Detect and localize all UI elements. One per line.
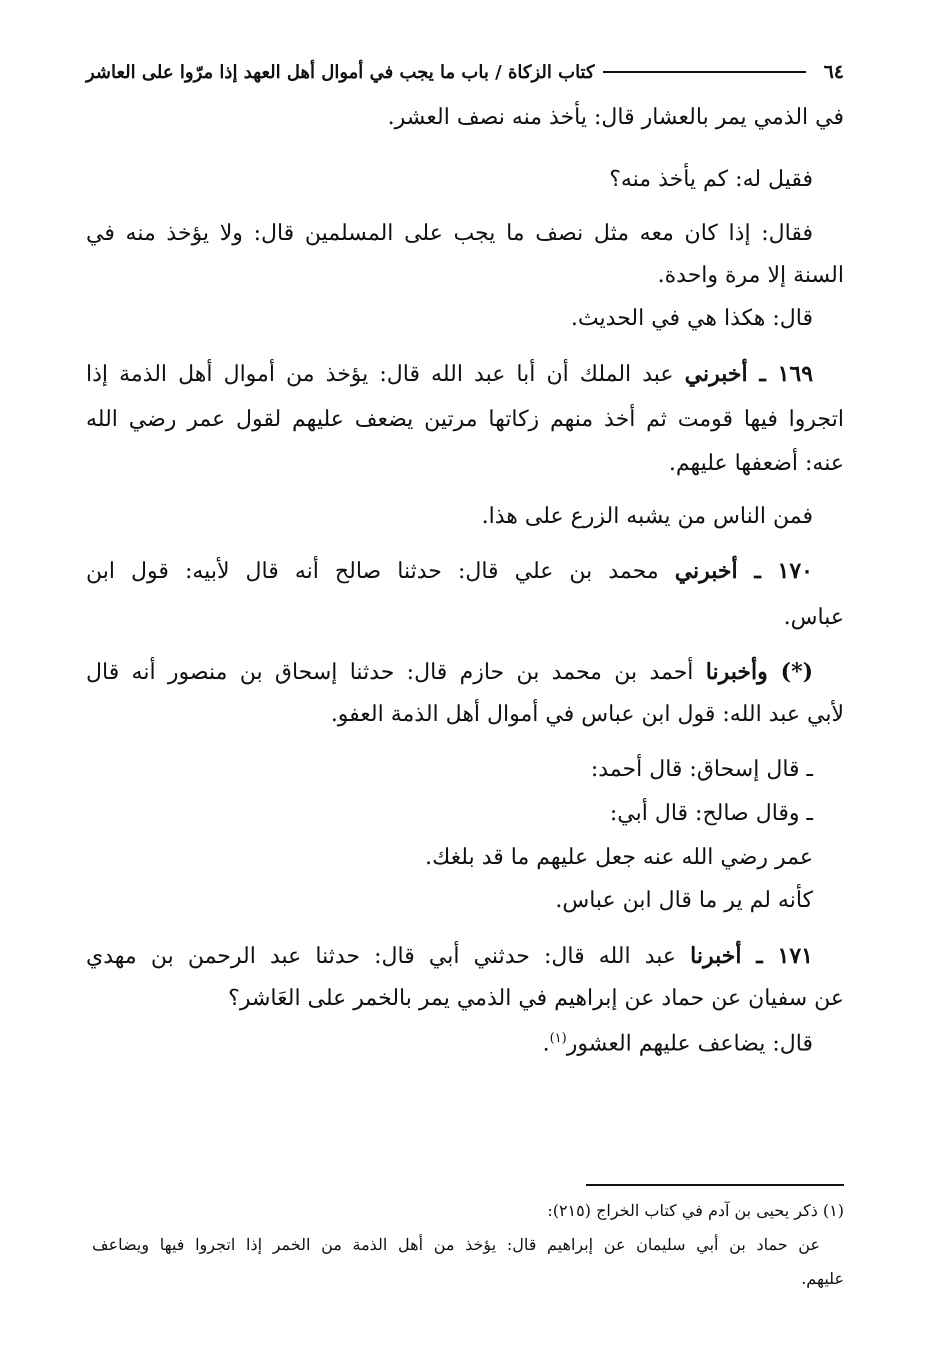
text-line: ـ قال إسحاق: قال أحمد: xyxy=(590,757,813,782)
hadith-number-170: ١٧٠ ـ أخبرني xyxy=(674,558,813,584)
page-header xyxy=(86,56,844,88)
hadith-number-171: ١٧١ ـ أخبرنا xyxy=(690,943,813,969)
hadith-169-line xyxy=(86,354,813,394)
footnote-reference: (١) xyxy=(549,1031,567,1046)
text-line: في الذمي يمر بالعشار قال: يأخذ منه نصف العشر. xyxy=(387,105,844,130)
text-line: اتجروا فيها قومت ثم أخذ منهم زكاتها مرتين يضعف عليهم لقول عمر رضي الله xyxy=(86,407,844,432)
line-end-punctuation: . xyxy=(542,1031,550,1057)
text-line: فقال: إذا كان معه مثل نصف ما يجب على المسلمين قال: ولا يؤخذ منه في xyxy=(86,221,813,246)
footnote-line: عليهم. xyxy=(801,1269,844,1288)
page-number: ٦٤ xyxy=(823,61,844,83)
narration-marker: (*) وأخبرنا xyxy=(705,659,814,685)
footnote-separator xyxy=(586,1184,844,1186)
text-line: لأبي عبد الله: قول ابن عباس في أموال أهل الذمة العفو. xyxy=(330,702,844,727)
text-line: عنه: أضعفها عليهم. xyxy=(668,451,844,476)
text-line: ـ وقال صالح: قال أبي: xyxy=(609,801,813,826)
hadith-number-169: ١٦٩ ـ أخبرني xyxy=(684,361,814,387)
hadith-171-line xyxy=(86,936,813,976)
footnote-line: (١) ذكر يحيى بن آدم في كتاب الخراج (٢١٥): xyxy=(547,1201,844,1220)
hadith-text: محمد بن علي قال: حدثنا صالح أنه قال لأبيه: قول ابن xyxy=(86,559,675,584)
header-rule xyxy=(603,71,806,73)
hadith-text: عبد الملك أن أبا عبد الله قال: يؤخذ من أموال أهل الذمة إذا xyxy=(86,362,685,387)
hadith-text: عبد الله قال: حدثني أبي قال: حدثنا عبد الرحمن بن مهدي xyxy=(86,944,691,969)
text-line: عباس. xyxy=(783,605,844,630)
footnote-line: عن حماد بن أبي سليمان عن إبراهيم قال: يؤخذ من أهل الذمة من الخمر إذا اتجروا فيها ويضاعف xyxy=(92,1235,820,1254)
line-text: قال: يضاعف عليهم العشور xyxy=(566,1031,813,1057)
hadith-170-line xyxy=(86,551,813,591)
text-line: عن سفيان عن حماد عن إبراهيم في الذمي يمر بالخمر على العَاشر؟ xyxy=(228,986,844,1011)
text-line: كأنه لم ير ما قال ابن عباس. xyxy=(555,888,813,913)
text-line: فمن الناس من يشبه الزرع على هذا. xyxy=(481,504,813,529)
running-title: كتاب الزكاة / باب ما يجب في أموال أهل العهد إذا مرّوا على العاشر xyxy=(86,61,595,83)
text-line: السنة إلا مرة واحدة. xyxy=(657,263,844,288)
text-line-with-note xyxy=(543,1019,813,1059)
text-line: عمر رضي الله عنه جعل عليهم ما قد بلغك. xyxy=(425,845,813,870)
narration-line xyxy=(86,652,813,692)
text-line: قال: هكذا هي في الحديث. xyxy=(570,306,813,331)
narration-text: أحمد بن محمد بن حازم قال: حدثنا إسحاق بن منصور أنه قال xyxy=(86,660,706,685)
text-line: فقيل له: كم يأخذ منه؟ xyxy=(609,167,813,192)
